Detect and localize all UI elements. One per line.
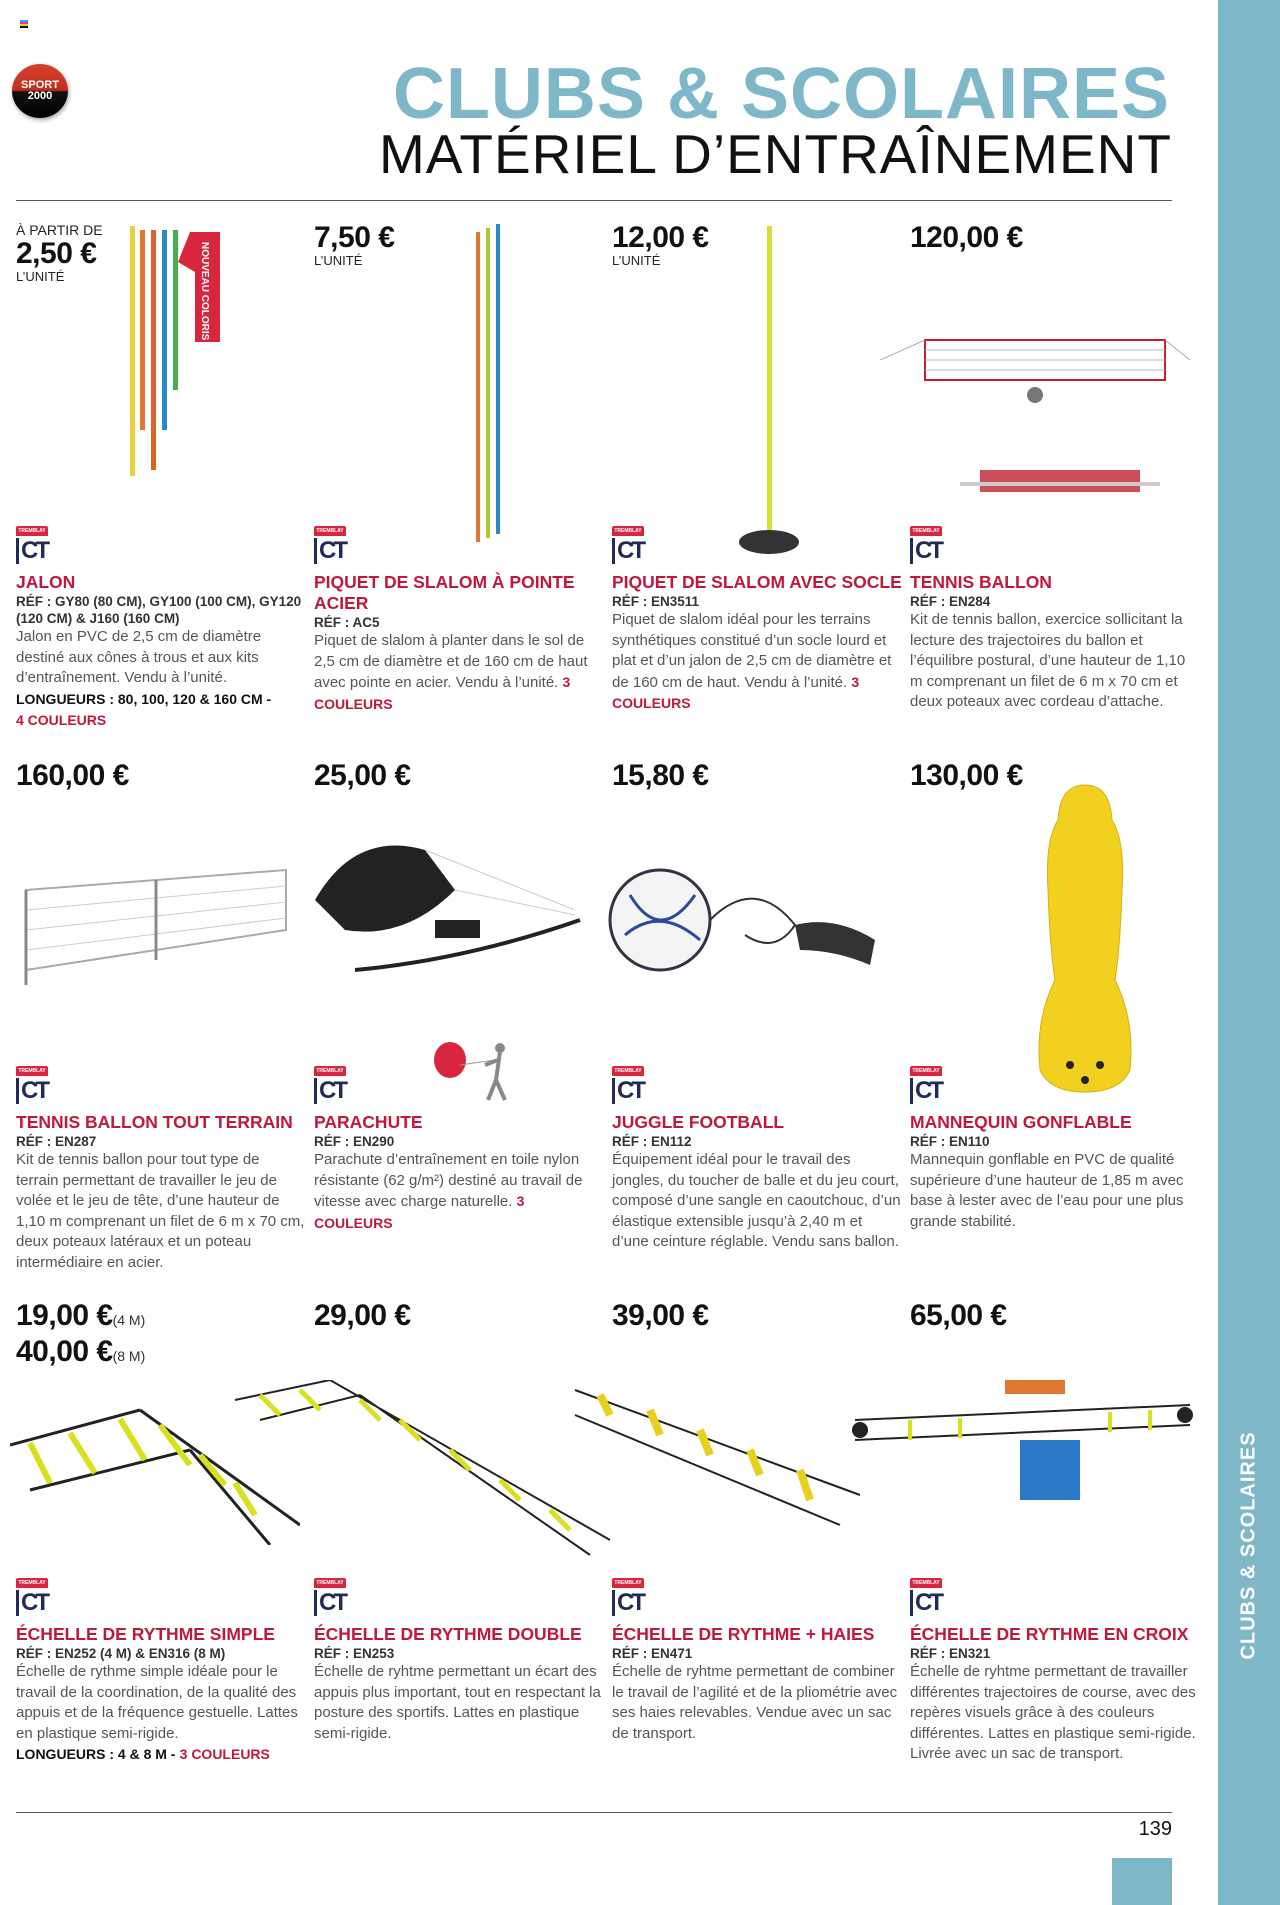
- price-echelle-simple: 19,00 €(4 M) 40,00 €(8 M): [16, 1299, 146, 1368]
- juggle-ball-icon: [605, 865, 895, 985]
- product-name: TENNIS BALLON TOUT TERRAIN: [16, 1112, 293, 1132]
- product-info-echelle-simple: [16, 1578, 306, 1766]
- product-description: Échelle de rythme simple idéale pour le travail de la coordination, de la qualité des appuis et de la fréquence gestuelle. Lattes en plastique semi-rigide. LONGUEURS : 4 & 8 M - 3 COULEURS: [16, 1663, 298, 1762]
- product-info-piquet-socle: [612, 526, 902, 715]
- price-mannequin: 130,00 €: [910, 759, 1023, 792]
- corner-accent-box: [1112, 1858, 1172, 1905]
- page-subtitle: MATÉRIEL D’ENTRAÎNEMENT: [378, 123, 1172, 185]
- product-info-jalon: [16, 526, 306, 732]
- product-description: Jalon en PVC de 2,5 cm de diamètre destiné aux cônes à trous et aux kits d’entraînement. Vendu à l’unité. LONGUEURS : 80, 100, 120 & 160 CM - 4 COULEURS: [16, 628, 272, 728]
- product-ref: RÉF : EN253: [314, 1646, 395, 1661]
- price: 12,00 €: [612, 221, 709, 254]
- price: 7,50 €: [314, 221, 395, 254]
- tennis-net-icon: [880, 330, 1190, 510]
- tremblay-brand-icon: TREMBLAY CT: [910, 1578, 942, 1618]
- tremblay-brand-icon: TREMBLAY CT: [910, 526, 942, 566]
- product-description: Piquet de slalom idéal pour les terrains synthétiques constitué d’un socle lourd et plat et d’un jalon de 2,5 cm de diamètre et de 160 cm de haut. Vendu à l’unité. 3 COULEURS: [612, 611, 892, 711]
- section-side-label: CLUBS & SCOLAIRES: [1237, 1430, 1260, 1660]
- product-ref: RÉF : EN321: [910, 1646, 991, 1661]
- parachute-icon: [315, 820, 585, 980]
- product-name: PIQUET DE SLALOM À POINTE ACIER: [314, 572, 575, 613]
- product-ref: RÉF : EN3511: [612, 594, 700, 609]
- ladder-hurdles-icon: [570, 1385, 860, 1535]
- header-divider: [16, 200, 1172, 201]
- product-description: Équipement idéal pour le travail des jongles, du toucher de balle et du jeu court, composé d’une sangle en caoutchouc, d’un élastique extensible jusqu’à 2,40 m et d’une ceinture réglable. Vendu sans ballon.: [612, 1151, 901, 1250]
- long-net-icon: [16, 860, 296, 990]
- tremblay-brand-icon: TREMBLAY CT: [612, 1066, 644, 1106]
- tremblay-brand-icon: TREMBLAY CT: [910, 1066, 942, 1106]
- tremblay-brand-icon: TREMBLAY CT: [314, 1578, 346, 1618]
- tremblay-brand-icon: TREMBLAY CT: [16, 1066, 48, 1106]
- price: 2,50 €: [16, 237, 97, 270]
- product-info-tennis-ballon: [910, 526, 1200, 713]
- product-description: Piquet de slalom à planter dans le sol de 2,5 cm de diamètre et de 160 cm de haut avec pointe en acier. Vendu à l’unité. 3 COULEURS: [314, 632, 588, 712]
- product-piquet-socle: 12,00 € L’UNITÉ: [612, 222, 902, 268]
- print-color-mark: [20, 20, 28, 28]
- product-name: ÉCHELLE DE RYTHME SIMPLE: [16, 1624, 275, 1644]
- product-ref: RÉF : EN471: [612, 1646, 693, 1661]
- product-name: TENNIS BALLON: [910, 572, 1052, 592]
- tremblay-brand-icon: TREMBLAY CT: [314, 526, 346, 566]
- product-ref: RÉF : EN112: [612, 1134, 692, 1149]
- product-info-piquet-pointe: [314, 526, 604, 715]
- product-info-echelle-croix: [910, 1578, 1200, 1765]
- tremblay-brand-icon: TREMBLAY CT: [612, 526, 644, 566]
- product-info-echelle-haies: [612, 1578, 902, 1744]
- tremblay-brand-icon: TREMBLAY CT: [314, 1066, 346, 1106]
- product-info-echelle-double: [314, 1578, 604, 1744]
- product-name: PIQUET DE SLALOM AVEC SOCLE: [612, 572, 902, 592]
- product-name: ÉCHELLE DE RYTHME EN CROIX: [910, 1624, 1189, 1644]
- product-tennis-ballon: [910, 222, 1200, 254]
- product-description: Échelle de ryhtme permettant un écart des appuis plus important, tout en respectant la posture des sportifs. Lattes en plastique semi-rigide.: [314, 1663, 601, 1742]
- cross-ladder-icon: [850, 1380, 1195, 1510]
- product-name: ÉCHELLE DE RYTHME DOUBLE: [314, 1624, 582, 1644]
- price-parachute: 25,00 €: [314, 759, 411, 792]
- product-description: Échelle de ryhtme permettant de combiner le travail de l’agilité et de la pliométrie avec ses haies relevables. Vendue avec un sac de transport.: [612, 1663, 898, 1742]
- sport2000-logo: SPORT 2000: [12, 64, 68, 118]
- tremblay-brand-icon: TREMBLAY CT: [16, 526, 48, 566]
- product-description: Kit de tennis ballon pour tout type de terrain permettant de travailler le jeu de volée et le jeu de tête, d’une hauteur de 1,10 m comprenant un filet de 6 m x 70 cm, deux poteaux latéraux et un poteau intermédiaire en acier.: [16, 1151, 305, 1271]
- price-tennis-tout-terrain: 160,00 €: [16, 759, 129, 792]
- product-description: Parachute d’entraînement en toile nylon résistante (62 g/m²) destiné au travail de vitesse avec charge naturelle. 3 COULEURS: [314, 1151, 583, 1231]
- product-ref: RÉF : GY80 (80 CM), GY100 (100 CM), GY120 (120 CM) & J160 (160 CM): [16, 594, 302, 626]
- product-description: Échelle de ryhtme permettant de travailler différentes trajectoires de course, avec des repères visuels grâce à des couleurs différentes. Lattes en plastique semi-rigide. Livrée avec un sac de transport.: [910, 1663, 1196, 1762]
- price: 120,00 €: [910, 221, 1023, 254]
- price-juggle: 15,80 €: [612, 759, 709, 792]
- product-ref: RÉF : EN252 (4 M) & EN316 (8 M): [16, 1646, 226, 1661]
- product-name: JALON: [16, 572, 76, 592]
- svg-text:NOUVEAU COLORIS: NOUVEAU COLORIS: [199, 242, 210, 341]
- slalom-poles-icon: [470, 222, 510, 552]
- inflatable-mannequin-icon: [1030, 780, 1140, 1100]
- product-info-parachute: [314, 1066, 604, 1234]
- product-ref: RÉF : EN290: [314, 1134, 395, 1149]
- product-description: Mannequin gonflable en PVC de qualité supérieure d’une hauteur de 1,85 m avec base à lester avec de l’eau pour une plus grande stabilité.: [910, 1151, 1184, 1230]
- product-name: ÉCHELLE DE RYTHME + HAIES: [612, 1624, 875, 1644]
- product-ref: RÉF : EN110: [910, 1134, 990, 1149]
- product-name: MANNEQUIN GONFLABLE: [910, 1112, 1132, 1132]
- product-ref: RÉF : EN284: [910, 594, 991, 609]
- product-name: JUGGLE FOOTBALL: [612, 1112, 785, 1132]
- product-info-tennis-tout-terrain: [16, 1066, 306, 1273]
- page-number: 139: [1138, 1818, 1172, 1840]
- double-ladder-icon: [230, 1380, 620, 1560]
- product-name: PARACHUTE: [314, 1112, 423, 1132]
- slalom-pole-base-icon: [735, 222, 805, 562]
- product-piquet-pointe: 7,50 € L’UNITÉ: [314, 222, 604, 268]
- product-jalon: À PARTIR DE 2,50 € L’UNITÉ: [16, 222, 306, 284]
- price-echelle-haies: 39,00 €: [612, 1299, 709, 1332]
- footer-divider: [16, 1812, 1172, 1813]
- price-echelle-double: 29,00 €: [314, 1299, 411, 1332]
- product-ref: RÉF : EN287: [16, 1134, 97, 1149]
- product-ref: RÉF : AC5: [314, 615, 380, 630]
- tremblay-brand-icon: TREMBLAY CT: [16, 1578, 48, 1618]
- page-title: CLUBS & SCOLAIRES: [392, 54, 1170, 134]
- product-info-mannequin: [910, 1066, 1200, 1232]
- tremblay-brand-icon: TREMBLAY CT: [612, 1578, 644, 1618]
- product-description: Kit de tennis ballon, exercice sollicitant la lecture des trajectoires du ballon et l’équilibre postural, d’une hauteur de 1,10 m comprenant un filet de 6 m x 70 cm et deux poteaux avec cordeau d’attache.: [910, 611, 1186, 710]
- price-echelle-croix: 65,00 €: [910, 1299, 1007, 1332]
- product-info-juggle: [612, 1066, 902, 1253]
